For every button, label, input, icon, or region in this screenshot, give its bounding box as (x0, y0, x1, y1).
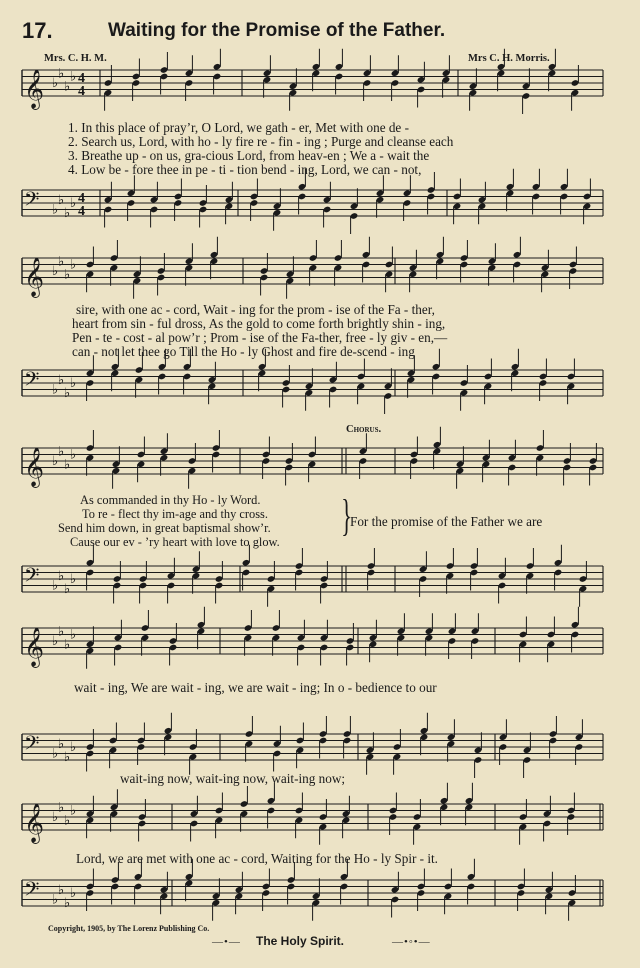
svg-text:♭: ♭ (52, 578, 59, 594)
svg-text:♭: ♭ (70, 257, 77, 273)
footer-ornament-right: —•◦•— (392, 936, 431, 948)
verse-4-line-1: 4. Low be - fore thee in pe - ti - tion bend - ing, Lord, we can - not, (68, 162, 422, 177)
svg-text:♭: ♭ (64, 895, 71, 911)
svg-text:♭: ♭ (70, 740, 77, 755)
hymn-number: 17. (22, 18, 53, 43)
copyright: Copyright, 1905, by The Lorenz Publishing Co. (48, 924, 210, 933)
svg-text:𝄞: 𝄞 (24, 447, 45, 487)
chorus-line-3: Lord, we are met with one ac - cord, Waiting for the Ho - ly Spir - it. (76, 851, 438, 866)
svg-text:♭: ♭ (58, 192, 65, 208)
svg-text:♭: ♭ (64, 813, 71, 829)
svg-text:𝄞: 𝄞 (24, 803, 45, 843)
svg-text:♭: ♭ (58, 66, 65, 82)
svg-text:♭: ♭ (70, 196, 77, 211)
svg-text:♭: ♭ (64, 267, 71, 283)
svg-text:♭: ♭ (58, 372, 65, 388)
chorus-line-2: wait - ing, We are wait - ing, we are wait - ing; In o - bedience to our (74, 680, 437, 695)
svg-text:♭: ♭ (64, 457, 71, 473)
music-credit: Mrs C. H. Morris. (468, 53, 550, 64)
svg-text:♭: ♭ (64, 205, 71, 221)
svg-text:𝄞: 𝄞 (24, 627, 45, 667)
svg-text:♭: ♭ (64, 749, 71, 765)
svg-text:♭: ♭ (64, 79, 71, 95)
svg-text:♭: ♭ (70, 376, 77, 391)
verse-1-line-3: As commanded in thy Ho - ly Word. (80, 493, 261, 507)
verse-4-line-3: Cause our ev - ’ry heart with love to glow. (70, 535, 280, 549)
svg-text:♭: ♭ (70, 447, 77, 463)
svg-text:𝄞: 𝄞 (24, 257, 45, 297)
svg-text:♭: ♭ (52, 202, 59, 218)
verse-1-line-2: sire, with one ac - cord, Wait - ing for the prom - ise of the Fa - ther, (76, 302, 435, 317)
svg-text:♭: ♭ (52, 264, 59, 279)
svg-text:♭: ♭ (58, 736, 65, 752)
svg-text:♭: ♭ (58, 254, 65, 270)
chorus-label: Chorus. (346, 424, 382, 435)
svg-text:♭: ♭ (64, 581, 71, 597)
svg-text:♭: ♭ (52, 634, 59, 649)
svg-text:♭: ♭ (70, 886, 77, 901)
svg-text:♭: ♭ (52, 892, 59, 908)
svg-text:♭: ♭ (70, 803, 77, 819)
verse-brace: } (341, 491, 352, 540)
verse-4-line-2: can - not let thee go Till the Ho - ly Ghost and fire de-scend - ing (72, 344, 415, 359)
hymn-title: Waiting for the Promise of the Father. (108, 20, 446, 41)
chorus-line-1: For the promise of the Father we are (350, 514, 543, 529)
footer-ornament-left: —•— (212, 936, 241, 948)
svg-text:♭: ♭ (58, 568, 65, 584)
svg-text:♭: ♭ (70, 627, 77, 643)
svg-text:♭: ♭ (52, 746, 59, 762)
svg-text:4: 4 (78, 84, 85, 99)
svg-text:♭: ♭ (58, 444, 65, 460)
svg-text:♭: ♭ (64, 637, 71, 653)
svg-text:4: 4 (78, 204, 85, 219)
svg-text:♭: ♭ (52, 76, 59, 91)
svg-text:♭: ♭ (52, 454, 59, 469)
verse-1-line-1: 1. In this place of pray’r, O Lord, we gath - er, Met with one de - (68, 120, 409, 135)
chorus-bass-echo: wait-ing now, wait-ing now, wait-ing now; (120, 771, 346, 786)
svg-text:♭: ♭ (64, 385, 71, 401)
words-credit: Mrs. C. H. M. (44, 53, 107, 64)
verse-2-line-3: To re - flect thy im-age and thy cross. (82, 507, 268, 521)
svg-text:♭: ♭ (58, 800, 65, 816)
verse-2-line-1: 2. Search us, Lord, with ho - ly fire re - fin - ing ; Purge and cleanse each (68, 134, 454, 149)
svg-text:4: 4 (78, 71, 85, 86)
svg-text:♭: ♭ (52, 382, 59, 398)
svg-text:♭: ♭ (70, 69, 77, 85)
svg-text:♭: ♭ (58, 882, 65, 898)
svg-text:♭: ♭ (70, 572, 77, 587)
svg-text:♭: ♭ (58, 624, 65, 640)
svg-text:4: 4 (78, 191, 85, 206)
verse-3-line-3: Send him down, in great baptismal show’r. (58, 521, 271, 535)
verse-3-line-2: Pen - te - cost - al pow’r ; Prom - ise of the Fa-ther, free - ly giv - en,— (72, 330, 448, 345)
svg-text:𝄢: 𝄢 (24, 877, 40, 906)
section-title: The Holy Spirit. (256, 934, 345, 948)
svg-text:𝄢: 𝄢 (24, 187, 40, 216)
svg-text:♭: ♭ (52, 810, 59, 825)
verse-3-line-1: 3. Breathe up - on us, gra-cious Lord, from heav-en ; We a - wait the (68, 148, 430, 163)
verse-2-line-2: heart from sin - ful dross, As the gold to come forth brightly shin - ing, (72, 316, 446, 331)
svg-text:𝄢: 𝄢 (24, 731, 40, 760)
svg-text:𝄞: 𝄞 (24, 69, 45, 109)
svg-text:𝄢: 𝄢 (24, 367, 40, 396)
svg-text:𝄢: 𝄢 (24, 563, 40, 592)
